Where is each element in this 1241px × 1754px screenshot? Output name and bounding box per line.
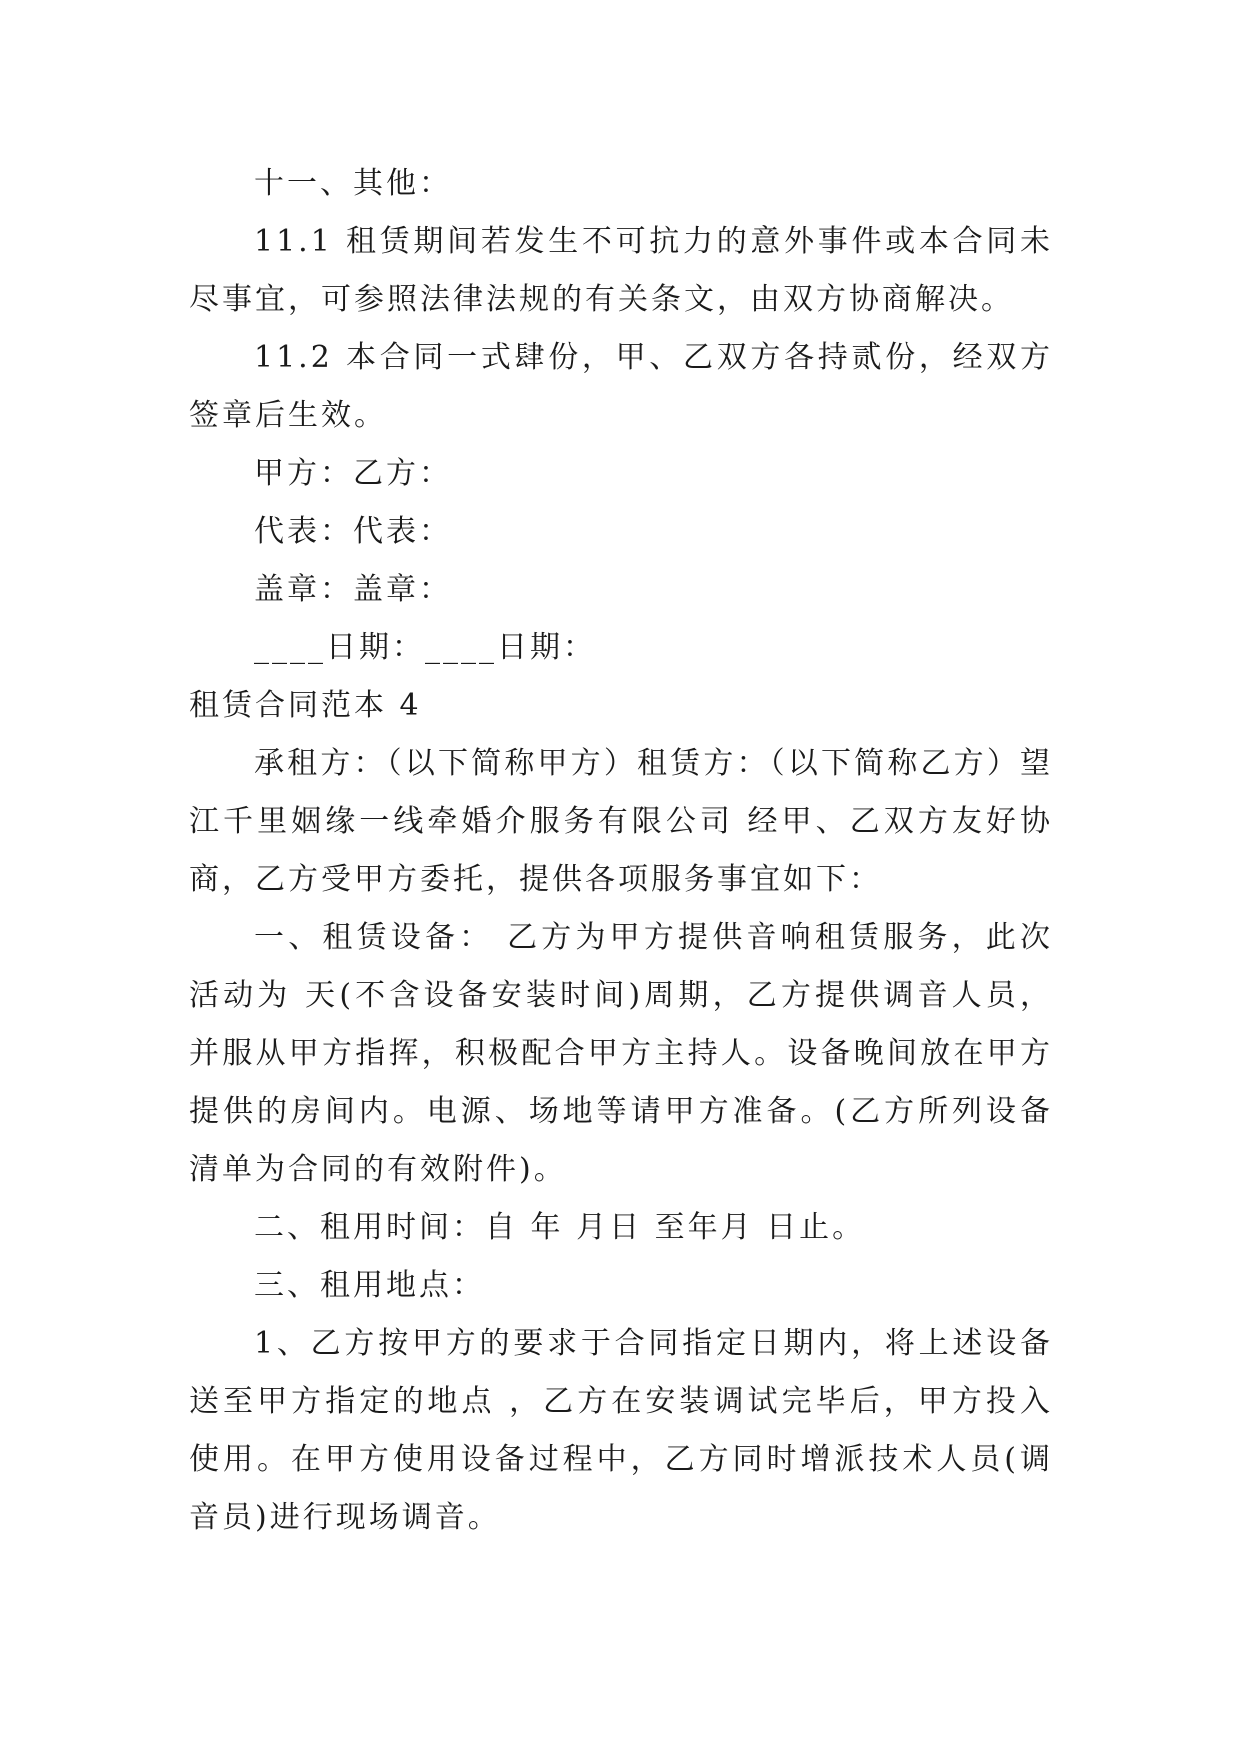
parties-intro: 承租方：（以下简称甲方）租赁方：（以下简称乙方）望江千里姻缘一线牵婚介服务有限公司 经甲、乙双方友好协商，乙方受甲方委托，提供各项服务事宜如下： — [189, 746, 1053, 897]
party-signature-line: 甲方：乙方： — [254, 456, 452, 491]
section-1-equipment: 一、租赁设备： 乙方为甲方提供音响租赁服务，此次活动为 天(不含设备安装时间)周期，乙方提供调音人员，并服从甲方指挥，积极配合甲方主持人。设备晚间放在甲方提供的房间内。电源、场地等请甲方准备。(乙方所列设备清单为合同的有效附件)。 — [189, 920, 1053, 1187]
section-2-rental-time: 二、租用时间：自 年 月日 至年月 日止。 — [254, 1210, 866, 1245]
sample-title: 租赁合同范本 4 — [189, 688, 422, 723]
document-body — [189, 155, 1053, 1547]
section-11-heading: 十一、其他： — [254, 166, 452, 201]
seal-line: 盖章：盖章： — [254, 572, 452, 607]
representative-line: 代表：代表： — [254, 514, 452, 549]
clause-11-2: 11.2 本合同一式肆份，甲、乙双方各持贰份，经双方签章后生效。 — [189, 340, 1053, 433]
section-3-clause-1: 1、乙方按甲方的要求于合同指定日期内，将上述设备送至甲方指定的地点 ，乙方在安装调试完毕后，甲方投入使用。在甲方使用设备过程中，乙方同时增派技术人员(调音员)进行现场调音。 — [189, 1326, 1053, 1535]
clause-11-1: 11.1 租赁期间若发生不可抗力的意外事件或本合同未尽事宜，可参照法律法规的有关条文，由双方协商解决。 — [189, 224, 1053, 317]
section-3-location: 三、租用地点： — [254, 1268, 485, 1303]
date-line: ____日期：____日期： — [254, 630, 596, 665]
